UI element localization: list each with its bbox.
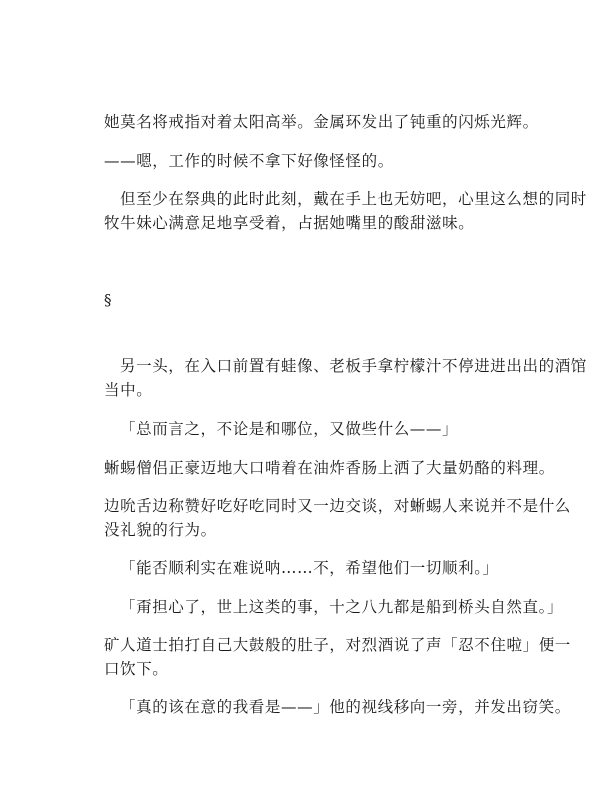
section-break-mark: § — [104, 291, 112, 309]
paragraph-tavern-line-2: 当中。 — [104, 381, 153, 399]
dialogue-anyway: 「总而言之，不论是和哪位，又做些什么——」 — [120, 420, 459, 438]
paragraph-ring-raised: 她莫名将戒指对着太阳高举。金属环发出了钝重的闪烁光辉。 — [104, 113, 539, 131]
paragraph-manners-line-2: 没礼貌的行为。 — [104, 521, 217, 539]
paragraph-festival-line-2: 牧牛妹心满意足地享受着，占据她嘴里的酸甜滋味。 — [104, 214, 475, 232]
dialogue-glance: 「真的该在意的我看是——」他的视线移向一旁，并发出窃笑。 — [120, 698, 571, 716]
paragraph-tavern-line-1: 另一头，在入口前置有蛙像、老板手拿柠檬汁不停进进出出的酒馆 — [120, 357, 587, 375]
paragraph-lizard-priest: 蜥蜴僧侣正豪迈地大口啃着在油炸香肠上洒了大量奶酪的料理。 — [104, 459, 555, 477]
paragraph-manners-line-1: 边吮舌边称赞好吃好吃同时又一边交谈，对蜥蜴人来说并不是什么 — [104, 497, 571, 515]
dialogue-hope: 「能否顺利实在难说呐……不，希望他们一切顺利。」 — [120, 559, 499, 577]
paragraph-dwarf-line-1: 矿人道士拍打自己大鼓般的肚子，对烈酒说了声「忍不住啦」便一 — [104, 636, 571, 654]
paragraph-festival-line-1: 但至少在祭典的此时此刻，戴在手上也无妨吧，心里这么想的同时 — [120, 190, 587, 208]
paragraph-dwarf-line-2: 口饮下。 — [104, 660, 169, 678]
dialogue-dont-worry: 「甭担心了，世上这类的事，十之八九都是船到桥头自然直。」 — [120, 598, 564, 616]
paragraph-thought: ——嗯，工作的时候不拿下好像怪怪的。 — [104, 152, 394, 170]
